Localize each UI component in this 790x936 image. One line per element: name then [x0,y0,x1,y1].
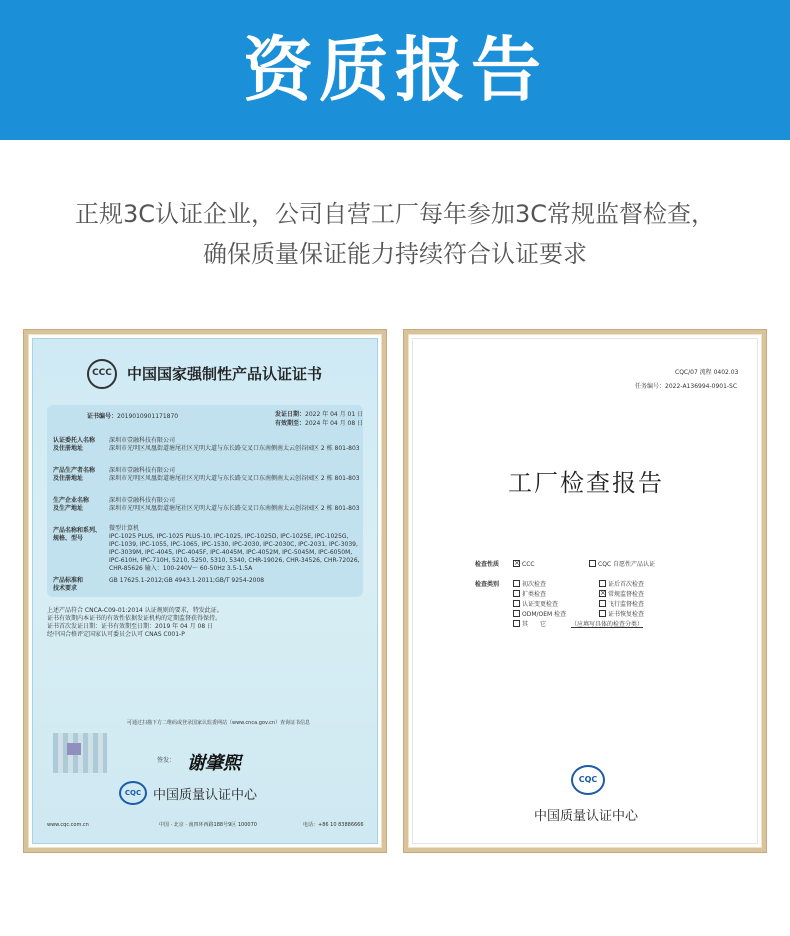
cert-no-label: 证书编号： [87,413,118,420]
checkbox-icon[interactable] [513,600,520,607]
cert-no: 2019010901171870 [117,413,179,420]
option-oem: ODM/OEM 检查 [522,611,567,618]
maker-label: 产品生产者名称 [53,467,96,474]
inspection-report [412,338,758,844]
factory-addr-label: 及生产地址 [53,505,84,512]
maker-address: 深圳市光明区凤凰街道塘尾社区光明大道与东长路交叉口东南侧南太云创谷园区 2 栋 801-803 [109,475,360,482]
banner-title: 资质报告 [243,29,547,111]
option-other: 其 它 [522,621,547,628]
factory-label: 生产企业名称 [53,497,90,504]
qr-code-icon [53,733,107,773]
ccc-certificate [32,338,378,844]
maker-addr-label: 及住册地址 [53,475,84,482]
report-issuer-name: 中国质量认证中心 [533,809,638,824]
product-name: 微型计算机 [109,525,140,532]
applicant-label: 认证委托人名称 [53,437,96,444]
product-models: IPC-1025 PLUS, IPC-1025 PLUS-10, IPC-1025, IPC-1025D, IPC-1025E, IPC-1025G, IPC-1039, IPC-1055, IPC-1065, IPC-1530, IPC-2030, IPC-2030C, IPC-2031, IPC-3039, IPC-3039M, IPC-4045, IPC-4045F, IPC-4045M, IPC-4052M, IPC-5045M, IPC-6050M, IPC-610H, IPC-710H, 5210, 5250, 5310, 5340, CHR-19026, CHR-34526, CHR-72026, CHR-85626 输入：100-240V～ 60-50Hz 3.5-1.5A [109,533,360,572]
option-initial: 初次检查 [522,581,547,588]
applicant-address: 深圳市光明区凤凰街道塘尾社区光明大道与东长路交叉口东南侧南太云创谷园区 2 栋 801-803 [109,445,360,452]
report-title: 工厂检查报告 [508,469,664,497]
cqc-logo-icon: CQC [571,765,605,795]
title-banner [0,0,790,140]
intro-line-1: 正规3C认证企业，公司自营工厂每年参加3C常规监督检查， [74,200,716,228]
product-label: 产品名称和系列、 [53,527,102,534]
standard-label-2: 技术要求 [53,585,78,592]
option-restore: 证书恢复检查 [608,611,645,618]
checked-box-icon[interactable] [513,560,520,567]
cert-note-4: 经中国合格评定国家认可委员会认可 CNAS C001-P [47,631,185,638]
nature-label: 检查性质 [475,561,500,568]
footer-address: 中国 · 北京 · 南四环西路188号9区 100070 [159,822,257,828]
task-label: 任务编号： [635,383,666,390]
intro-line-2: 确保质量保证能力持续符合认证要求 [203,240,587,268]
footer-tel: 电话：+86 10 83886666 [303,822,364,828]
cert-note-1: 上述产品符合 CNCA-C09-01:2014 认证规则的要求，特发此证。 [47,607,223,614]
option-expand: 扩类检查 [522,591,547,598]
issue-date: 2022 年 04 月 01 日 [305,411,364,418]
footer-web: www.cqc.com.cn [47,822,89,828]
task-number: 2022-A136994-0901-SC [665,383,738,390]
signature: 谢肇煕 [187,753,241,774]
report-frame [404,330,766,852]
issue-label: 发证日期： [275,411,306,418]
option-routine: 常规监督检查 [608,591,645,598]
category-label: 检查类别 [475,581,500,588]
issuer-name: 中国质量认证中心 [153,788,258,803]
intro-text [0,194,790,274]
checkbox-icon[interactable] [513,620,520,627]
certificate-title: 中国国家强制性产品认证证书 [127,365,323,383]
checked-box-icon[interactable] [599,590,606,597]
cert-note-2: 证书有效期内本证书的有效性依据发证机构的定期监督获得保持。 [47,615,222,622]
checkbox-icon[interactable] [599,600,606,607]
option-flight: 飞行监督检查 [608,601,645,608]
expiry-date: 2024 年 04 月 08 日 [305,420,364,427]
certificate-header [33,359,378,389]
checkbox-icon[interactable] [599,610,606,617]
option-change: 认证变更检查 [522,601,559,608]
ccc-logo-icon: CCC [87,359,117,389]
form-number: CQC/07 流程 0402.03 [675,369,739,376]
nature-ccc: CCC [522,561,535,568]
checkbox-icon[interactable] [599,580,606,587]
applicant-addr-label: 及住册地址 [53,445,84,452]
checkbox-icon[interactable] [513,590,520,597]
checkbox-icon[interactable] [513,610,520,617]
standard-label: 产品标准和 [53,577,84,584]
checkbox-icon[interactable] [589,560,596,567]
maker-name: 深圳市壹融科技有限公司 [109,467,176,474]
standard-list: GB 17625.1-2012;GB 4943.1-2011;GB/T 9254-2008 [109,577,265,584]
cert-note-3: 证书首次发证日期：证书有效期至日期：2019 年 04 月 08 日 [47,623,214,630]
checkbox-icon[interactable] [513,580,520,587]
cqc-logo-icon: CQC [119,781,147,805]
certificate-frame [24,330,386,852]
applicant-name: 深圳市壹融科技有限公司 [109,437,176,444]
sign-label: 签发： [157,757,176,764]
expiry-label: 有效期至： [275,420,306,427]
verify-text: 可通过扫描下方二维码或登录国家认监委网站（www.cnca.gov.cn）查询证书信息 [127,720,311,726]
option-post-cert: 证后首次检查 [608,581,645,588]
factory-name: 深圳市壹融科技有限公司 [109,497,176,504]
factory-address: 深圳市光明区凤凰街道塘尾社区光明大道与东长路交叉口东南侧南太云创谷园区 2 栋 801-803 [109,505,360,512]
product-label-2: 规格、型号 [53,535,84,542]
nature-voluntary: CQC 自愿性产品认证 [598,561,656,568]
option-other-note: （应填写具体的检查分类） [571,621,644,628]
certificate-body [47,405,363,597]
